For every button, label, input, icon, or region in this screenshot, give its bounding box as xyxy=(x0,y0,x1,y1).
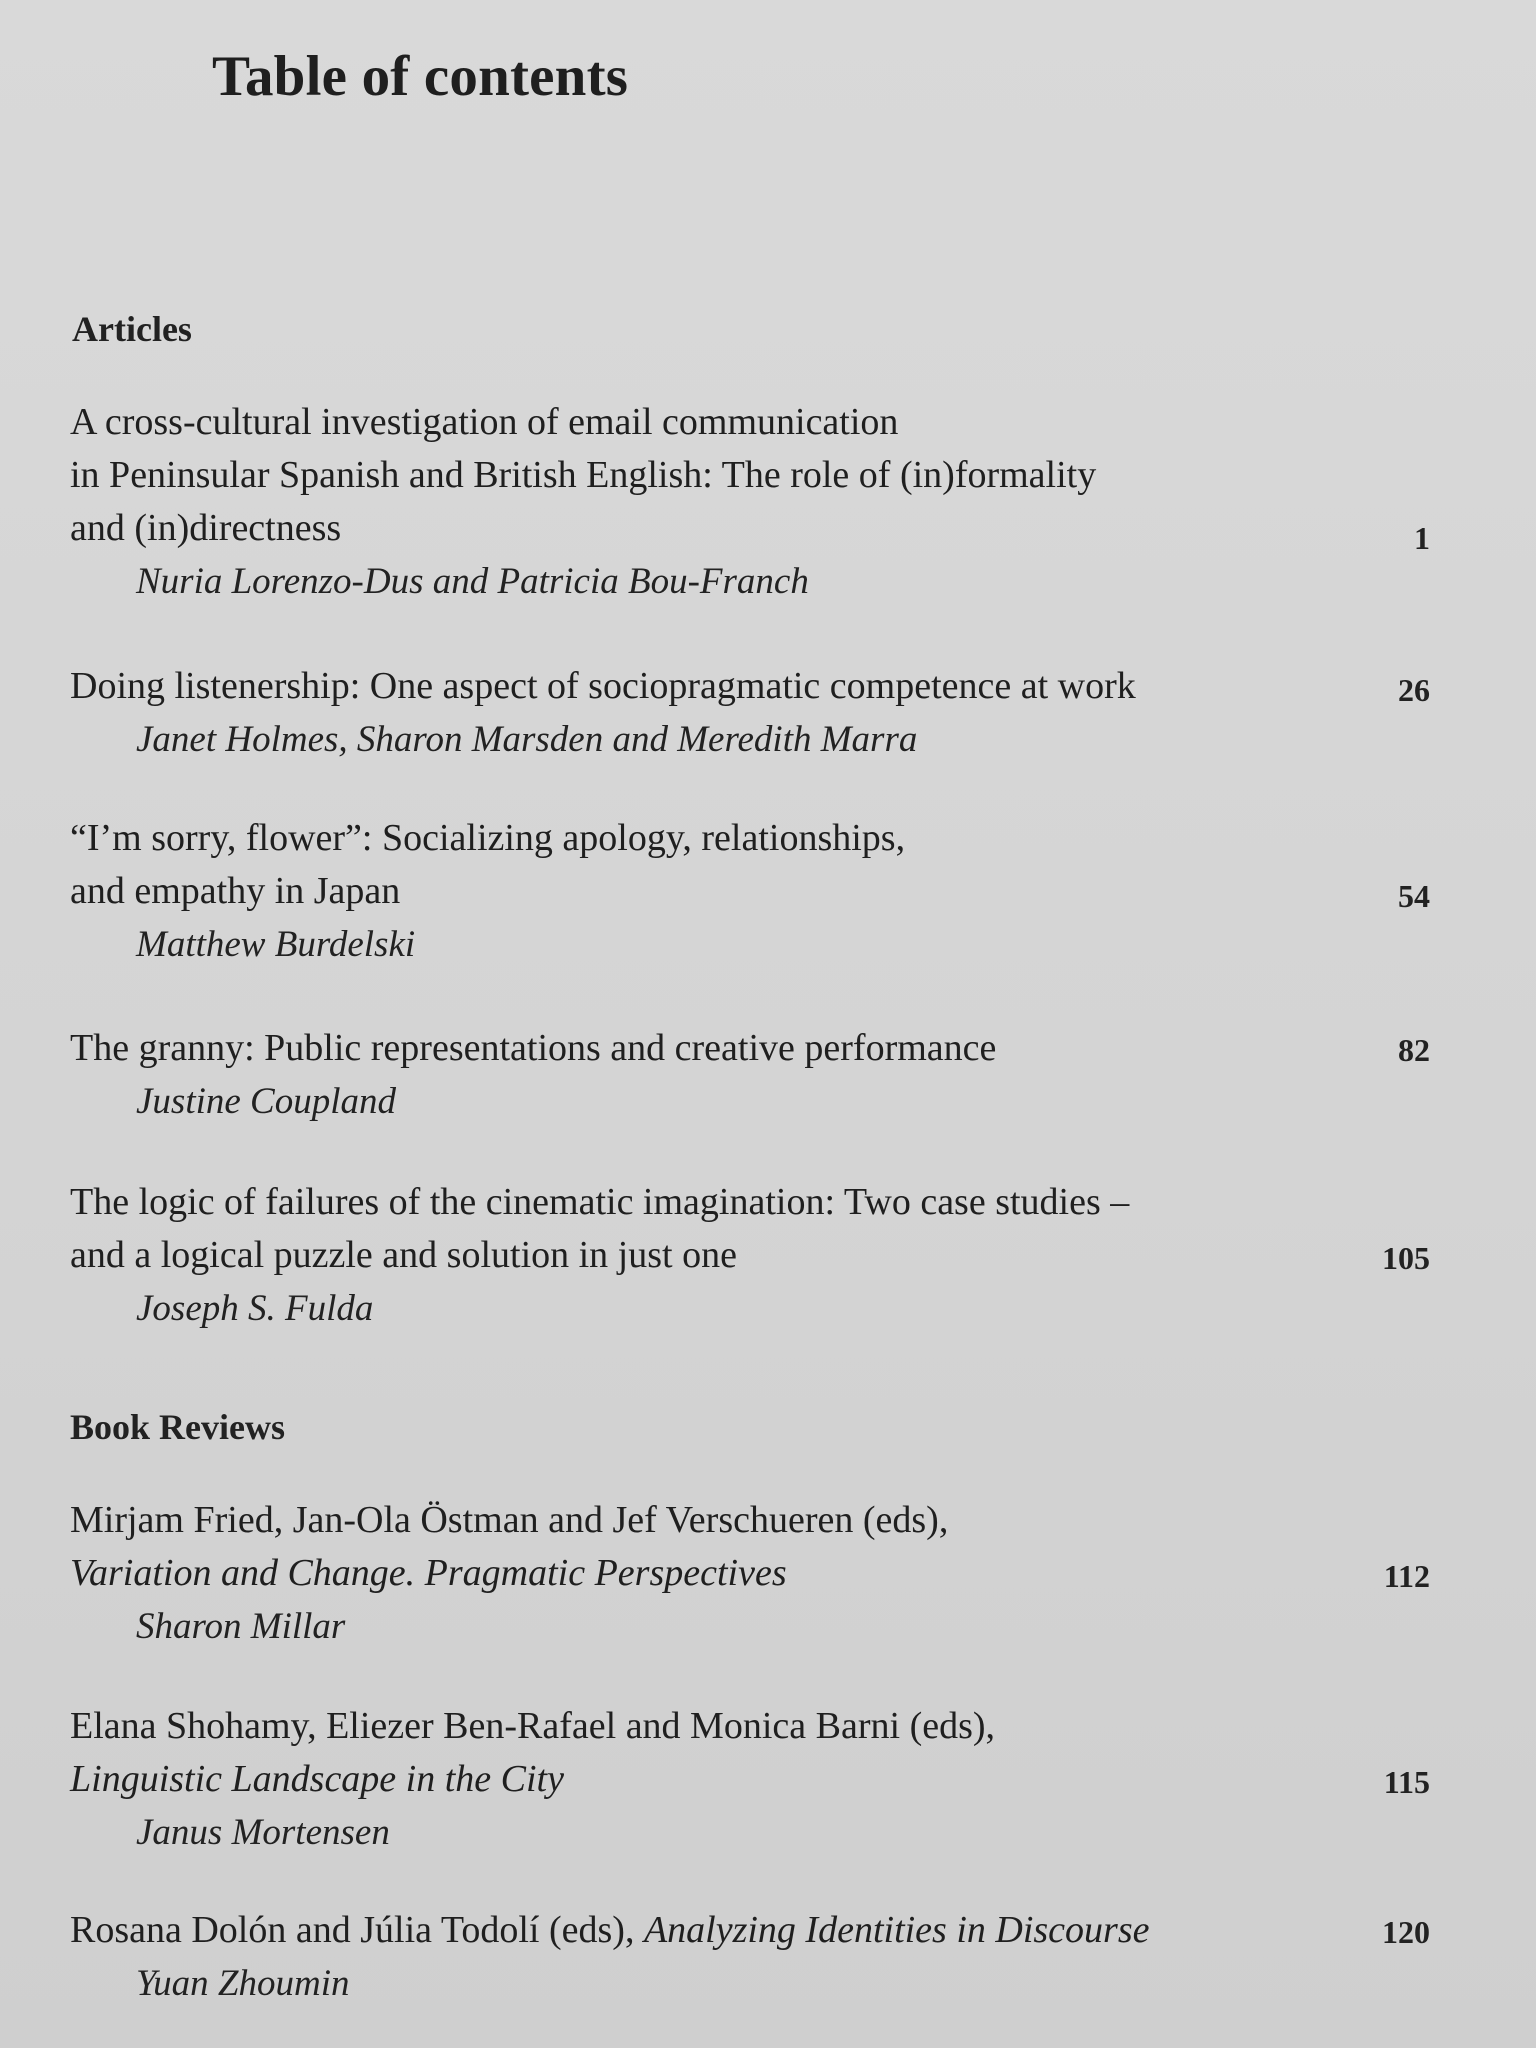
article-title-line: and empathy in Japan xyxy=(70,870,401,912)
article-title-line: and (in)directness xyxy=(70,507,342,549)
article-title-line: The logic of failures of the cinematic imagination: Two case studies – xyxy=(70,1181,1130,1223)
article-entry xyxy=(70,812,1430,971)
review-reviewer: Sharon Millar xyxy=(136,1606,346,1647)
article-title-line: Doing listenership: One aspect of sociopragmatic competence at work xyxy=(70,665,1136,707)
review-reviewer: Yuan Zhoumin xyxy=(136,1963,350,2004)
article-title-line: The granny: Public representations and creative performance xyxy=(70,1027,997,1069)
review-book-title: Linguistic Landscape in the City xyxy=(70,1758,564,1800)
review-book-title: Analyzing Identities in Discourse xyxy=(643,1909,1150,1951)
page-number: 120 xyxy=(1382,1914,1430,1950)
article-title-line: in Peninsular Spanish and British English: The role of (in)formality xyxy=(70,454,1097,496)
article-title-line: “I’m sorry, flower”: Socializing apology, relationships, xyxy=(70,817,906,859)
review-editors: Mirjam Fried, Jan-Ola Östman and Jef Verschueren (eds), xyxy=(70,1499,949,1541)
article-author: Matthew Burdelski xyxy=(136,924,416,965)
article-entry xyxy=(70,1022,1430,1128)
page-number: 105 xyxy=(1382,1240,1430,1276)
article-author: Nuria Lorenzo-Dus and Patricia Bou-Franch xyxy=(136,561,809,602)
page-number: 1 xyxy=(1414,520,1430,556)
article-entry xyxy=(70,660,1430,766)
review-book-title: Variation and Change. Pragmatic Perspectives xyxy=(70,1552,787,1594)
article-title-line: A cross-cultural investigation of email communication xyxy=(70,401,899,443)
review-reviewer: Janus Mortensen xyxy=(136,1812,390,1853)
page-number: 115 xyxy=(1383,1764,1430,1800)
page-number: 54 xyxy=(1398,878,1430,914)
article-author: Joseph S. Fulda xyxy=(136,1288,374,1329)
page-title: Table of contents xyxy=(212,45,629,108)
review-entry xyxy=(70,1904,1430,2010)
article-author: Janet Holmes, Sharon Marsden and Meredith Marra xyxy=(136,719,918,760)
book-reviews-heading: Book Reviews xyxy=(70,1407,285,1447)
page-number: 112 xyxy=(1383,1558,1430,1594)
articles-heading: Articles xyxy=(72,309,192,349)
article-entry xyxy=(70,1176,1430,1335)
article-title-line: and a logical puzzle and solution in just one xyxy=(70,1234,737,1276)
review-entry xyxy=(70,1494,1430,1653)
review-editors: Rosana Dolón and Júlia Todolí (eds), xyxy=(70,1909,635,1951)
review-entry-line xyxy=(70,1904,1430,1957)
review-editors: Elana Shohamy, Eliezer Ben-Rafael and Monica Barni (eds), xyxy=(70,1705,996,1747)
page-number: 82 xyxy=(1398,1032,1430,1068)
review-entry xyxy=(70,1700,1430,1859)
page-number: 26 xyxy=(1398,672,1430,708)
article-author: Justine Coupland xyxy=(136,1081,397,1122)
article-entry xyxy=(70,396,1430,608)
